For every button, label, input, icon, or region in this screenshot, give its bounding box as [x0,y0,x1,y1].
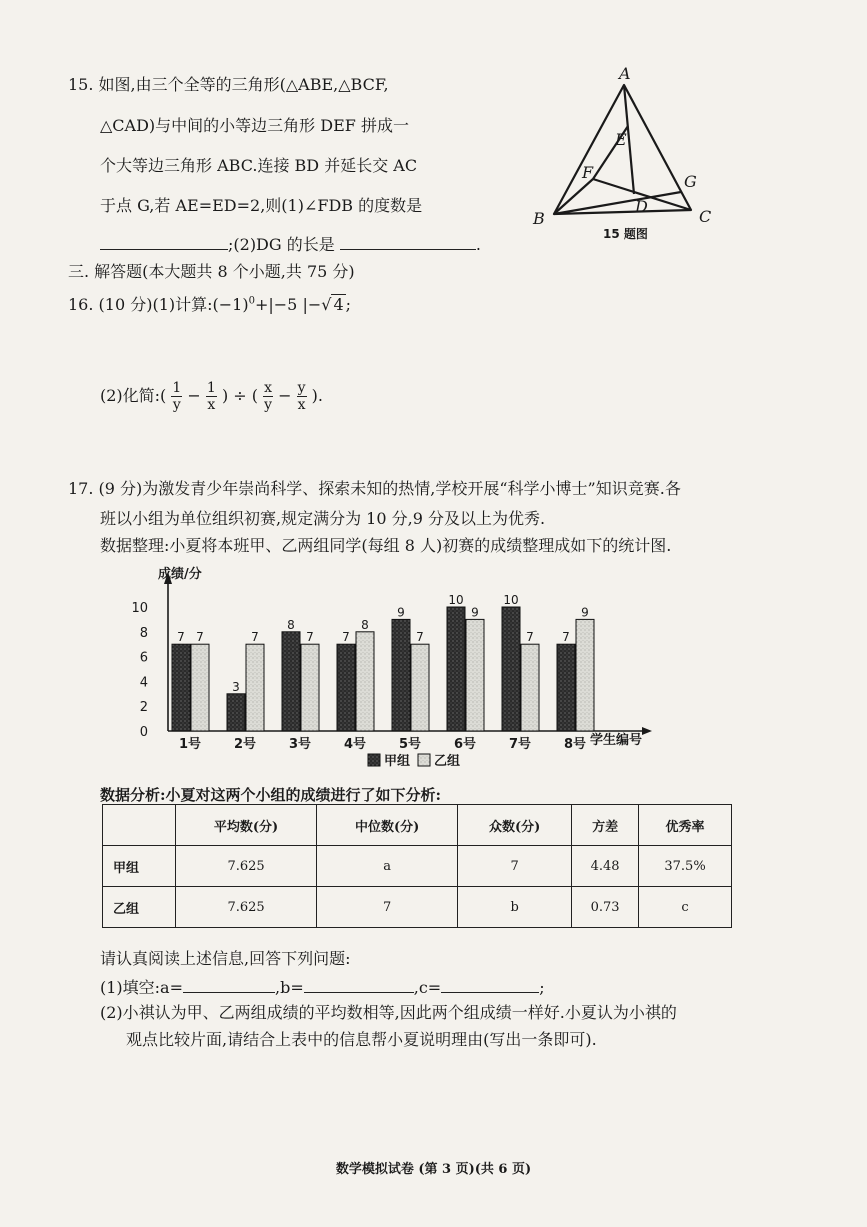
bar-yi [246,644,264,731]
table-cell: b [458,887,572,928]
data-label-jia: 10 [503,593,519,607]
x-tick-label: 8号 [563,737,587,752]
bar-yi [411,644,429,731]
table-header-cell: 方差 [572,805,639,846]
fill-b-label: ,b= [275,978,304,997]
data-label-jia: 7 [562,630,570,645]
answer-blank-c[interactable] [441,991,539,993]
q16-part-2-end: ). [311,386,323,406]
q17-line-2: 班以小组为单位组织初赛,规定满分为 10 分,9 分及以上为优秀. [100,509,546,528]
answer-blank-fdb[interactable] [100,248,228,250]
x-tick-label: 6号 [453,737,477,752]
table-cell: a [317,846,458,887]
point-label-b: B [533,209,545,228]
table-row [103,887,732,928]
q16-part-1-end: ; [345,295,352,314]
bar-jia [282,632,300,731]
page-footer: 数学模拟试卷 (第 3 页)(共 6 页) [335,1162,532,1177]
table-cell: 4.48 [572,846,639,887]
data-label-jia: 7 [342,630,350,645]
q16-part-1 [68,292,351,315]
fraction-x-over-y: $\frac{x}{y}$ [264,380,272,414]
data-label-jia: 3 [232,679,240,694]
legend-label-yi: 乙组 [434,754,461,769]
table-cell: 37.5% [639,846,732,887]
bar-jia [337,644,355,731]
division-sign: ) ÷ ( [221,386,258,406]
q16-part-2 [100,380,323,413]
point-label-c: C [699,207,712,226]
data-label-yi: 7 [526,630,534,645]
figure-caption: 15 题图 [603,227,648,241]
legend-label-jia: 甲组 [384,754,411,769]
bar-yi [466,619,484,731]
bar-jia [227,694,245,731]
x-tick-label: 2号 [233,737,257,752]
point-label-e: E [615,130,627,149]
y-tick-label: 0 [139,725,148,740]
bar-yi [356,632,374,731]
fraction-1-over-x: $\frac{1}{x}$ [206,380,216,414]
bar-yi [521,644,539,731]
fraction-1-over-y: $\frac{1}{y}$ [172,380,182,414]
q15-line-4: 于点 G,若 AE=ED=2,则(1)∠FDB 的度数是 [100,196,423,215]
sqrt-sign: √ [321,295,332,314]
q16-part-2-prefix: (2)化简:( [100,386,167,406]
table-cell: 7 [458,846,572,887]
fraction-y-over-x: $\frac{y}{x}$ [297,380,306,414]
x-tick-label: 5号 [398,737,422,752]
analysis-title: 数据分析:小夏对这两个小组的成绩进行了如下分析: [100,786,442,804]
bar-chart [80,560,680,775]
triangle-figure [525,62,725,252]
data-label-yi: 7 [251,630,259,645]
q15-line-5 [100,232,481,255]
q17-fill-line [100,975,545,998]
table-cell: c [639,887,732,928]
point-label-g: G [684,172,697,191]
table-header-cell: 平均数(分) [176,805,317,846]
q15-line-5-text: ;(2)DG 的长是 [228,235,335,254]
table-cell: 7.625 [176,846,317,887]
bar-jia [502,607,520,731]
q15-line-5-end: . [475,235,481,254]
x-axis-title: 学生编号 [590,733,643,748]
x-tick-label: 7号 [508,737,532,752]
table-header-cell [103,805,176,846]
stats-table [102,804,732,928]
q15-line-2: △CAD)与中间的小等边三角形 DEF 拼成一 [100,116,409,135]
bar-yi [191,644,209,731]
data-label-yi: 7 [416,630,424,645]
section-heading: 三. 解答题(本大题共 8 个小题,共 75 分) [68,262,355,281]
answer-blank-dg[interactable] [340,248,476,250]
q16-part-1-mid: +|−5 |− [254,295,322,314]
table-cell: 7.625 [176,887,317,928]
q15-line-3: 个大等边三角形 ABC.连接 BD 并延长交 AC [100,156,418,175]
legend-swatch-jia [368,754,380,766]
bar-jia [172,644,190,731]
x-tick-label: 3号 [288,737,312,752]
point-label-a: A [619,64,631,83]
q17-line-3: 数据整理:小夏将本班甲、乙两组同学(每组 8 人)初赛的成绩整理成如下的统计图. [100,536,672,555]
fill-c-label: ,c= [413,978,442,997]
point-label-f: F [582,163,594,182]
point-label-d: D [635,197,648,216]
table-cell: 7 [317,887,458,928]
bar-yi [576,619,594,731]
minus-sign-2: − [278,386,292,406]
x-axis-arrow [642,727,652,735]
table-cell: 乙组 [103,887,176,928]
q17-instruction: 请认真阅读上述信息,回答下列问题: [100,949,351,968]
q17-part-2-line-2: 观点比较片面,请结合上表中的信息帮小夏说明理由(写出一条即可). [126,1030,597,1049]
y-axis-title: 成绩/分 [158,567,202,582]
fill-a-label: (1)填空:a= [100,978,184,997]
y-tick-label: 10 [131,601,148,616]
data-label-jia: 8 [287,617,295,632]
y-tick-label: 4 [139,675,148,691]
data-label-yi: 9 [471,605,479,620]
data-label-jia: 7 [177,630,185,645]
bar-yi [301,644,319,731]
x-tick-label: 4号 [343,737,367,752]
table-cell: 0.73 [572,887,639,928]
y-tick-label: 8 [139,625,148,641]
answer-blank-a[interactable] [183,991,275,993]
data-label-yi: 8 [361,617,369,632]
fill-end: ; [539,978,545,997]
table-header-cell: 众数(分) [458,805,572,846]
y-tick-label: 6 [139,650,148,666]
q17-line-1: 17. (9 分)为激发青少年崇尚科学、探索未知的热情,学校开展“科学小博士”知识竞赛.各 [68,479,681,498]
table-header-cell: 优秀率 [639,805,732,846]
q15-line-1: 15. 如图,由三个全等的三角形(△ABE,△BCF, [68,75,389,94]
bar-jia [557,644,575,731]
y-tick-label: 2 [139,700,148,716]
minus-sign: − [187,386,201,406]
bar-jia [392,619,410,731]
data-label-jia: 10 [448,593,464,607]
data-label-jia: 9 [397,605,405,620]
q17-part-2-line-1: (2)小祺认为甲、乙两组成绩的平均数相等,因此两个组成绩一样好.小夏认为小祺的 [100,1003,677,1022]
q16-part-1-prefix: 16. (10 分)(1)计算:(−1) [68,295,249,314]
table-header-cell: 中位数(分) [317,805,458,846]
table-header-row [103,805,732,846]
sqrt-radicand: 4 [333,295,344,314]
x-tick-label: 1号 [178,737,202,752]
legend-swatch-yi [418,754,430,766]
data-label-yi: 9 [581,605,589,620]
answer-blank-b[interactable] [304,991,414,993]
bar-jia [447,607,465,731]
data-label-yi: 7 [196,630,204,645]
data-label-yi: 7 [306,630,314,645]
table-row [103,846,732,887]
table-cell: 甲组 [103,846,176,887]
q16-exponent: 0 [248,295,255,307]
